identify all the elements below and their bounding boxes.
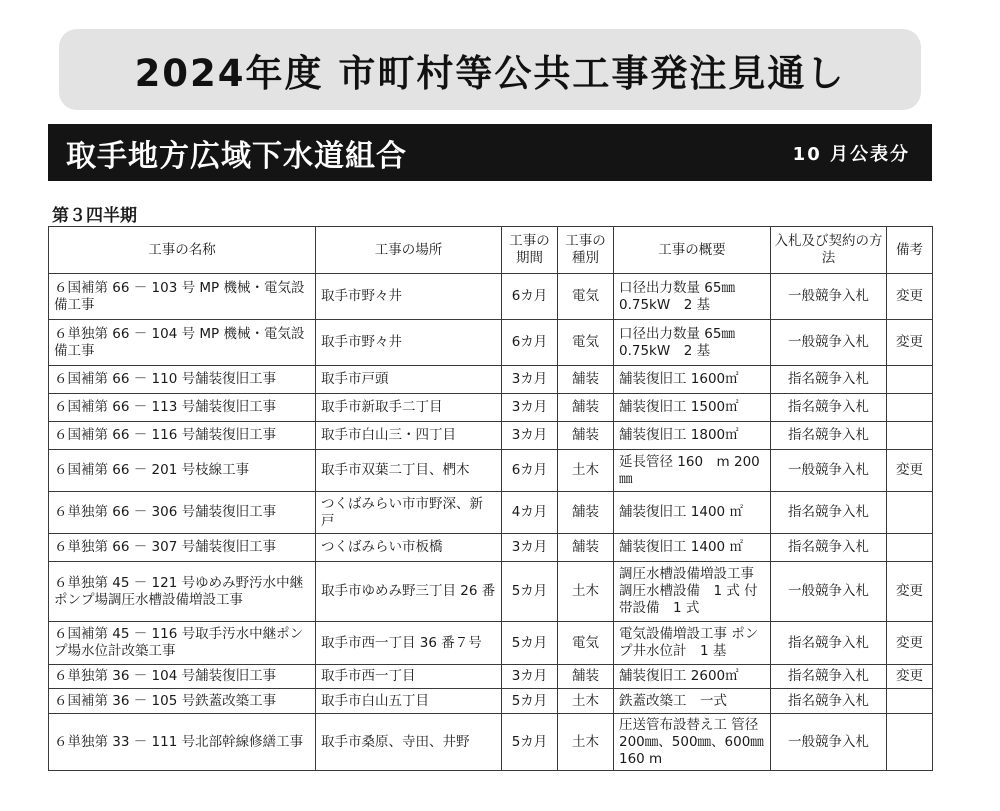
column-header: 工事の概要 <box>614 227 771 274</box>
note-cell: 変更 <box>887 562 933 622</box>
work-name-cell: ６国補第 66 － 113 号舗装復旧工事 <box>49 394 316 422</box>
work-name-cell: ６国補第 45 － 116 号取手汚水中継ポンプ場水位計改築工事 <box>49 622 316 665</box>
note-cell: 変更 <box>887 450 933 492</box>
work-type-cell: 舗装 <box>558 422 614 450</box>
column-header: 工事の期間 <box>502 227 558 274</box>
works-table <box>48 226 933 771</box>
work-period-cell: 5カ月 <box>502 562 558 622</box>
work-summary-cell: 舗装復旧工 1400 ㎡ <box>614 534 771 562</box>
contract-method-cell: 一般競争入札 <box>771 714 887 771</box>
work-period-cell: 3カ月 <box>502 394 558 422</box>
column-header: 工事の種別 <box>558 227 614 274</box>
work-name-cell: ６単独第 33 － 111 号北部幹線修繕工事 <box>49 714 316 771</box>
work-place-cell: つくばみらい市市野深、新戸 <box>316 492 502 534</box>
work-type-cell: 土木 <box>558 714 614 771</box>
table-row <box>49 320 933 366</box>
work-place-cell: 取手市西一丁目 36 番７号 <box>316 622 502 665</box>
quarter-label: 第３四半期 <box>52 206 137 226</box>
contract-method-cell: 指名競争入札 <box>771 422 887 450</box>
work-type-cell: 電気 <box>558 622 614 665</box>
note-cell <box>887 366 933 394</box>
work-type-cell: 土木 <box>558 689 614 714</box>
note-cell <box>887 422 933 450</box>
column-header: 入札及び契約の方法 <box>771 227 887 274</box>
work-type-cell: 電気 <box>558 320 614 366</box>
work-name-cell: ６単独第 45 － 121 号ゆめみ野汚水中継ポンプ場調圧水槽設備増設工事 <box>49 562 316 622</box>
contract-method-cell: 指名競争入札 <box>771 394 887 422</box>
table-row <box>49 689 933 714</box>
work-place-cell: 取手市野々井 <box>316 320 502 366</box>
note-cell <box>887 534 933 562</box>
work-summary-cell: 舗装復旧工 2600㎡ <box>614 665 771 689</box>
column-header: 工事の場所 <box>316 227 502 274</box>
work-place-cell: 取手市西一丁目 <box>316 665 502 689</box>
note-cell: 変更 <box>887 665 933 689</box>
work-period-cell: 5カ月 <box>502 622 558 665</box>
work-summary-cell: 調圧水槽設備増設工事調圧水槽設備 1 式 付帯設備 1 式 <box>614 562 771 622</box>
contract-method-cell: 一般競争入札 <box>771 450 887 492</box>
work-period-cell: 6カ月 <box>502 450 558 492</box>
note-cell: 変更 <box>887 320 933 366</box>
work-type-cell: 舗装 <box>558 394 614 422</box>
work-period-cell: 6カ月 <box>502 274 558 320</box>
work-name-cell: ６単独第 66 － 306 号舗装復旧工事 <box>49 492 316 534</box>
table-row <box>49 714 933 771</box>
work-place-cell: 取手市双葉二丁目、椚木 <box>316 450 502 492</box>
table-header-row <box>49 227 933 274</box>
work-period-cell: 3カ月 <box>502 366 558 394</box>
work-place-cell: 取手市ゆめみ野三丁目 26 番 <box>316 562 502 622</box>
note-cell <box>887 394 933 422</box>
work-type-cell: 土木 <box>558 450 614 492</box>
work-summary-cell: 口径出力数量 65㎜ 0.75kW 2 基 <box>614 320 771 366</box>
note-cell <box>887 689 933 714</box>
contract-method-cell: 指名競争入札 <box>771 366 887 394</box>
contract-method-cell: 指名競争入札 <box>771 689 887 714</box>
work-name-cell: ６国補第 66 － 201 号枝線工事 <box>49 450 316 492</box>
table-row <box>49 534 933 562</box>
column-header: 備考 <box>887 227 933 274</box>
table-row <box>49 394 933 422</box>
work-place-cell: 取手市白山五丁目 <box>316 689 502 714</box>
work-place-cell: 取手市桑原、寺田、井野 <box>316 714 502 771</box>
work-place-cell: 取手市野々井 <box>316 274 502 320</box>
work-type-cell: 電気 <box>558 274 614 320</box>
work-type-cell: 舗装 <box>558 492 614 534</box>
work-summary-cell: 延長管径 160 m 200 ㎜ <box>614 450 771 492</box>
contract-method-cell: 指名競争入札 <box>771 665 887 689</box>
work-summary-cell: 口径出力数量 65㎜ 0.75kW 2 基 <box>614 274 771 320</box>
work-period-cell: 4カ月 <box>502 492 558 534</box>
contract-method-cell: 一般競争入札 <box>771 320 887 366</box>
contract-method-cell: 一般競争入札 <box>771 562 887 622</box>
organization-bar <box>48 124 932 181</box>
note-cell <box>887 714 933 771</box>
page-title: 2024年度 市町村等公共工事発注見通し <box>134 51 846 95</box>
contract-method-cell: 指名競争入札 <box>771 534 887 562</box>
table-row <box>49 562 933 622</box>
work-place-cell: 取手市戸頭 <box>316 366 502 394</box>
table-row <box>49 450 933 492</box>
work-name-cell: ６国補第 66 － 103 号 MP 機械・電気設備工事 <box>49 274 316 320</box>
organization-name: 取手地方広域下水道組合 <box>66 138 407 174</box>
work-name-cell: ６単独第 66 － 307 号舗装復旧工事 <box>49 534 316 562</box>
work-summary-cell: 舗装復旧工 1800㎡ <box>614 422 771 450</box>
contract-method-cell: 一般競争入札 <box>771 274 887 320</box>
column-header: 工事の名称 <box>49 227 316 274</box>
work-period-cell: 3カ月 <box>502 422 558 450</box>
work-period-cell: 5カ月 <box>502 689 558 714</box>
work-place-cell: 取手市新取手二丁目 <box>316 394 502 422</box>
note-cell: 変更 <box>887 622 933 665</box>
work-type-cell: 舗装 <box>558 534 614 562</box>
work-place-cell: つくばみらい市板橋 <box>316 534 502 562</box>
work-period-cell: 5カ月 <box>502 714 558 771</box>
work-summary-cell: 電気設備増設工事 ポンプ井水位計 1 基 <box>614 622 771 665</box>
work-type-cell: 舗装 <box>558 665 614 689</box>
work-name-cell: ６国補第 66 － 110 号舗装復旧工事 <box>49 366 316 394</box>
work-name-cell: ６単独第 66 － 104 号 MP 機械・電気設備工事 <box>49 320 316 366</box>
work-period-cell: 3カ月 <box>502 665 558 689</box>
work-summary-cell: 鉄蓋改築工 一式 <box>614 689 771 714</box>
publication-label: 10 月公表分 <box>792 143 910 165</box>
title-banner <box>59 29 921 110</box>
note-cell <box>887 492 933 534</box>
work-type-cell: 舗装 <box>558 366 614 394</box>
work-summary-cell: 舗装復旧工 1400 ㎡ <box>614 492 771 534</box>
table-row <box>49 622 933 665</box>
work-type-cell: 土木 <box>558 562 614 622</box>
work-summary-cell: 圧送管布設替え工 管径 200㎜、500㎜、600㎜ 160 m <box>614 714 771 771</box>
work-period-cell: 3カ月 <box>502 534 558 562</box>
table-row <box>49 665 933 689</box>
table-row <box>49 422 933 450</box>
work-period-cell: 6カ月 <box>502 320 558 366</box>
contract-method-cell: 指名競争入札 <box>771 492 887 534</box>
work-summary-cell: 舗装復旧工 1500㎡ <box>614 394 771 422</box>
table-row <box>49 492 933 534</box>
contract-method-cell: 指名競争入札 <box>771 622 887 665</box>
work-name-cell: ６国補第 36 － 105 号鉄蓋改築工事 <box>49 689 316 714</box>
note-cell: 変更 <box>887 274 933 320</box>
table-row <box>49 366 933 394</box>
work-name-cell: ６国補第 66 － 116 号舗装復旧工事 <box>49 422 316 450</box>
work-name-cell: ６単独第 36 － 104 号舗装復旧工事 <box>49 665 316 689</box>
work-place-cell: 取手市白山三・四丁目 <box>316 422 502 450</box>
table-row <box>49 274 933 320</box>
work-summary-cell: 舗装復旧工 1600㎡ <box>614 366 771 394</box>
